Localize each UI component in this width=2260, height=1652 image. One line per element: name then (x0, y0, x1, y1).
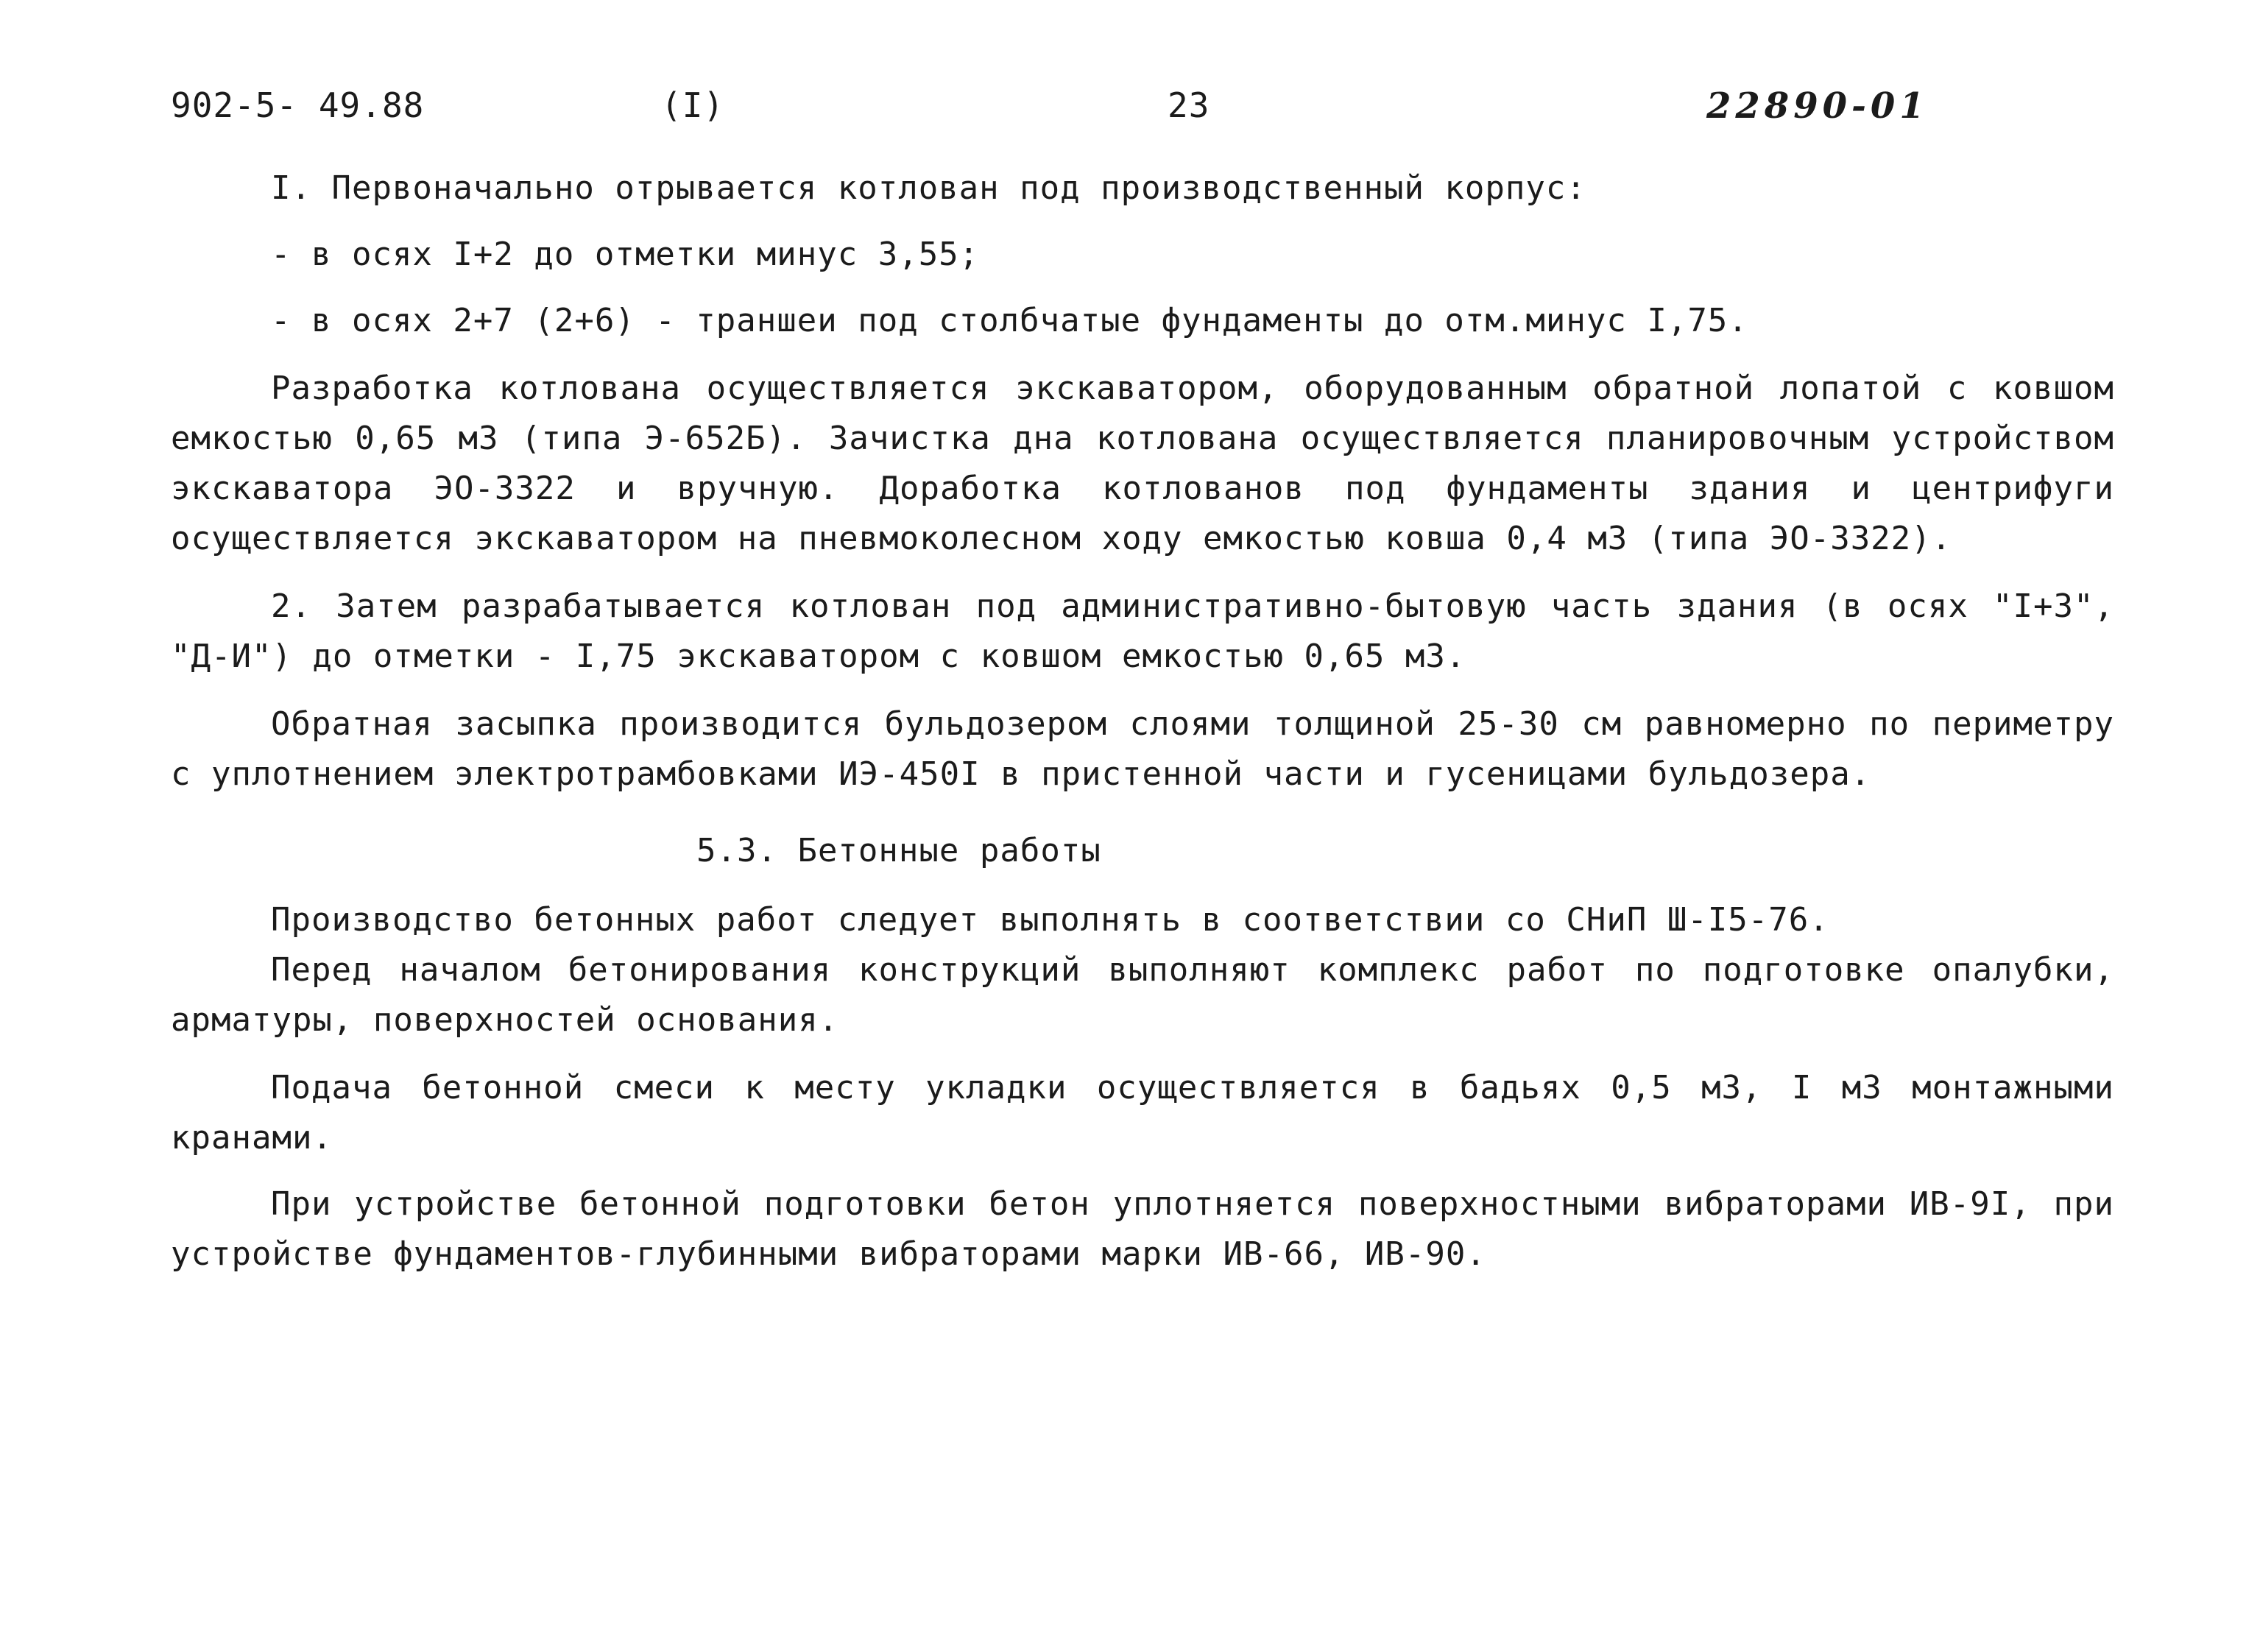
paragraph-concrete-standard: Производство бетонных работ следует выполнять в соответствии со СНиП Ш-I5-76. (271, 901, 1829, 939)
paragraph-concrete-preparation: Перед началом бетонирования конструкций выполняют комплекс работ по подготовке опалубки, арматуры, поверхностей основания. (171, 951, 2114, 1039)
handwritten-stamp-number: 22890-01 (1706, 85, 1929, 127)
document-code: 902-5- 49.88 (171, 85, 425, 125)
page-number: 23 (1168, 85, 1210, 125)
section-title: 5.3. Бетонные работы (696, 832, 1101, 869)
paragraph-concrete-vibration: При устройстве бетонной подготовки бетон уплотняется поверхностными вибраторами ИВ-9I, при устройстве фундаментов-глубинными вибраторами марки ИВ-66, ИВ-90. (171, 1185, 2114, 1273)
list-item-axes-1-2: - в осях I+2 до отметки минус 3,55; (271, 236, 980, 273)
paragraph-excavation-step-2: 2. Затем разрабатывается котлован под административно-бытовую часть здания (в осях "I+3", "Д-И") до отметки - I,75 экскаватором с ковшом емкостью 0,65 м3. (171, 587, 2114, 675)
list-item-axes-2-7: - в осях 2+7 (2+6) - траншеи под столбчатые фундаменты до отм.минус I,75. (271, 302, 1748, 339)
paragraph-excavation-method: Разработка котлована осуществляется экскаватором, оборудованным обратной лопатой с ковшом емкостью 0,65 м3 (типа Э-652Б). Зачистка дна котлована осуществляется планировочным устройством экскаватора ЭО-3322 и вручную. Доработка котлованов под фундаменты здания и центрифуги осуществляется экскаватором на пневмоколесном ходу емкостью ковша 0,4 м3 (типа ЭО-3322). (171, 370, 2114, 557)
paragraph-backfill: Обратная засыпка производится бульдозером слоями толщиной 25-30 см равномерно по периметру с уплотнением электротрамбовками ИЭ-450I в пристенной части и гусеницами бульдозера. (171, 705, 2114, 793)
paragraph-excavation-step-1: I. Первоначально отрывается котлован под производственный корпус: (271, 169, 1586, 207)
document-body (171, 163, 2114, 1279)
page-header (0, 85, 2260, 137)
paragraph-concrete-delivery: Подача бетонной смеси к месту укладки осуществляется в бадьях 0,5 м3, I м3 монтажными кранами. (171, 1069, 2114, 1157)
sheet-label: (I) (661, 85, 725, 125)
